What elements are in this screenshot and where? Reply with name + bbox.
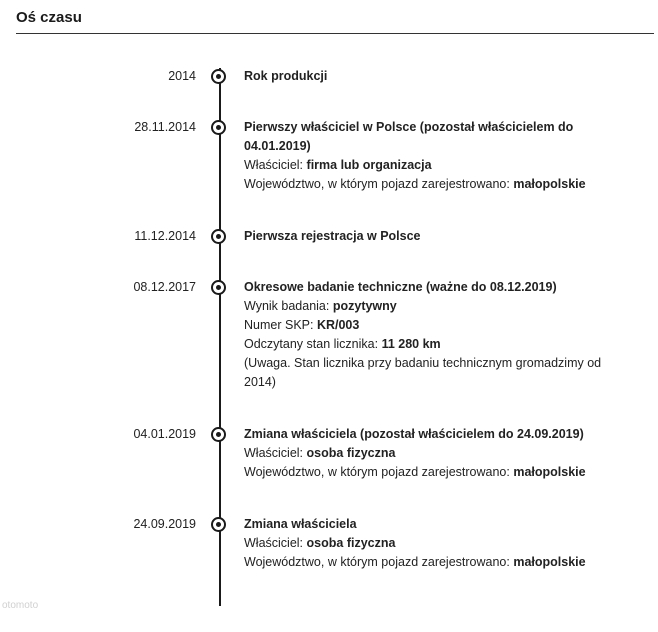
owner-value: osoba fizyczna: [306, 536, 396, 550]
odometer-note: (Uwaga. Stan licznika przy badaniu technicznym gromadzimy od 2014): [244, 356, 602, 389]
region-label: Województwo, w którym pojazd zarejestrowano:: [244, 177, 510, 191]
event-date: 24.09.2019: [133, 517, 196, 531]
owner-value: osoba fizyczna: [306, 446, 396, 460]
event-content: [244, 118, 629, 194]
region-line: [244, 463, 629, 482]
event-content: [244, 67, 629, 86]
region-label: Województwo, w którym pojazd zarejestrowano:: [244, 555, 510, 569]
skp-line: [244, 316, 629, 335]
event-date: 11.12.2014: [134, 229, 196, 243]
event-title: Zmiana właściciela: [244, 517, 357, 531]
event-date: 2014: [168, 69, 196, 83]
result-label: Wynik badania:: [244, 299, 330, 313]
event-content: [244, 515, 629, 572]
odometer-value: 11 280 km: [381, 337, 441, 351]
owner-line: [244, 156, 629, 175]
owner-label: Właściciel:: [244, 536, 304, 550]
region-value: małopolskie: [513, 555, 586, 569]
skp-label: Numer SKP:: [244, 318, 314, 332]
timeline-dot-icon: [211, 280, 226, 295]
watermark: otomoto: [2, 600, 39, 611]
owner-label: Właściciel:: [244, 158, 304, 172]
region-line: [244, 175, 629, 194]
timeline-dot-icon: [211, 120, 226, 135]
event-title: Okresowe badanie techniczne (ważne do 08.12.2019): [244, 280, 557, 294]
timeline-dot-icon: [211, 69, 226, 84]
region-value: małopolskie: [513, 465, 586, 479]
skp-value: KR/003: [316, 318, 360, 332]
odometer-label: Odczytany stan licznika:: [244, 337, 379, 351]
region-label: Województwo, w którym pojazd zarejestrowano:: [244, 465, 510, 479]
timeline-dot-icon: [211, 427, 226, 442]
event-date: 04.01.2019: [133, 427, 196, 441]
owner-label: Właściciel:: [244, 446, 304, 460]
event-title: Zmiana właściciela (pozostał właścicielem do 24.09.2019): [244, 427, 584, 441]
result-value: pozytywny: [332, 299, 397, 313]
event-content: [244, 425, 629, 482]
region-value: małopolskie: [513, 177, 586, 191]
timeline-dot-icon: [211, 517, 226, 532]
event-title: Pierwszy właściciel w Polsce (pozostał właścicielem do 04.01.2019): [244, 120, 574, 153]
odometer-line: [244, 335, 629, 354]
owner-value: firma lub organizacja: [306, 158, 432, 172]
event-title: Pierwsza rejestracja w Polsce: [244, 229, 421, 243]
owner-line: [244, 534, 629, 553]
event-date: 08.12.2017: [133, 280, 196, 294]
event-date: 28.11.2014: [134, 120, 196, 134]
result-line: [244, 297, 629, 316]
region-line: [244, 553, 629, 572]
event-title: Rok produkcji: [244, 69, 328, 83]
owner-line: [244, 444, 629, 463]
section-title: Oś czasu: [16, 8, 654, 34]
event-content: [244, 227, 629, 246]
event-content: [244, 278, 629, 392]
timeline-dot-icon: [211, 229, 226, 244]
